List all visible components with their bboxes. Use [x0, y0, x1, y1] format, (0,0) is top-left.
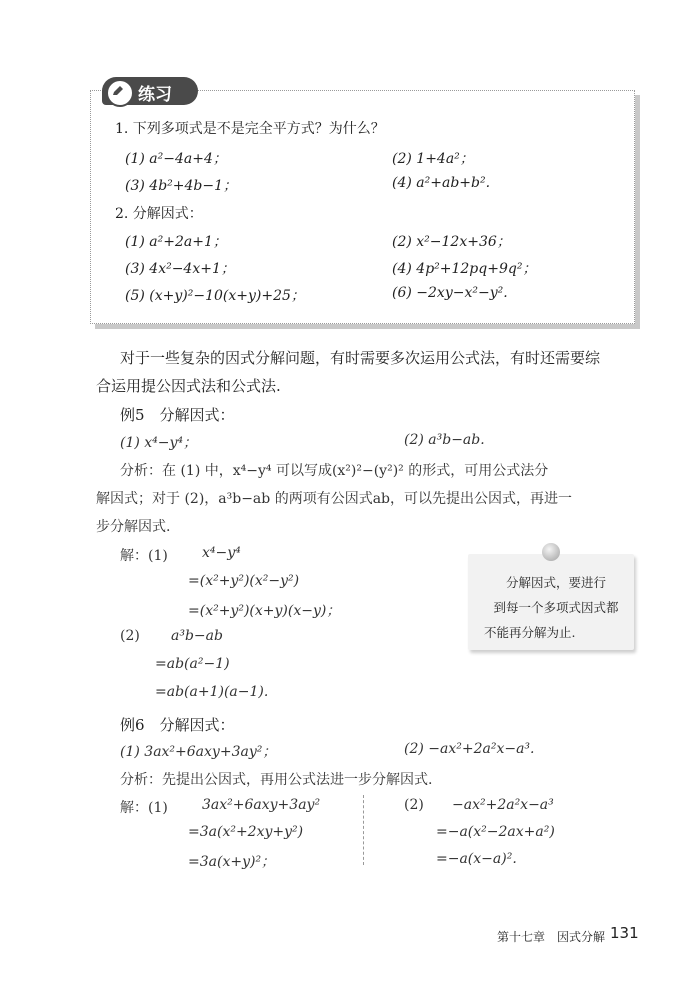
chapter-footer: 第十七章 因式分解	[497, 930, 606, 944]
example5-s2-label: (2)	[120, 628, 140, 644]
solution-divider	[363, 795, 364, 865]
example5-item-2: (2) a³b−ab.	[404, 432, 485, 448]
tip-note-line-2: 到每一个多项式因式都	[493, 600, 619, 615]
example6-left-line3: =3a(x+y)²；	[188, 854, 276, 870]
tip-note-line-3: 不能再分解为止.	[484, 625, 576, 640]
q1-item-4: (4) a²+ab+b².	[392, 175, 491, 191]
example5-s2-line2: =ab(a²−1)	[155, 656, 230, 672]
example6-left-line2: =3a(x²+2xy+y²)	[188, 824, 304, 840]
q1-item-2: (2) 1+4a²；	[392, 151, 474, 167]
example5-s2-line1: a³b−ab	[171, 628, 223, 644]
q2-item-1: (1) a²+2a+1；	[125, 234, 227, 250]
example5-analysis-1: 分析：在 (1) 中，x⁴−y⁴ 可以写成(x²)²−(y²)² 的形式，可用公式法分	[120, 463, 549, 479]
pin-icon	[542, 543, 560, 561]
example5-s1-line1: x⁴−y⁴	[202, 545, 241, 561]
example5-s1-line2: =(x²+y²)(x²−y²)	[188, 573, 300, 589]
q2-item-5: (5) (x+y)²−10(x+y)+25；	[125, 288, 305, 304]
example5-analysis-2: 解因式；对于 (2)，a³b−ab 的两项有公因式ab，可以先提出公因式，再进一	[96, 491, 572, 507]
example6-right-line2: =−a(x²−2ax+a²)	[436, 824, 555, 840]
example6-left-label: 解：(1)	[120, 800, 168, 816]
tip-note-line-1: 分解因式，要进行	[505, 575, 606, 590]
q2-item-4: (4) 4p²+12pq+9q²；	[392, 261, 537, 277]
example5-analysis-3: 步分解因式.	[96, 519, 171, 535]
q1-item-3: (3) 4b²+4b−1；	[125, 178, 237, 194]
example6-right-line1: −ax²+2a²x−a³	[452, 797, 554, 813]
q2-item-6: (6) −2xy−x²−y².	[392, 285, 508, 301]
example6-right-line3: =−a(x−a)².	[436, 851, 517, 867]
q2-item-2: (2) x²−12x+36；	[392, 234, 511, 250]
example5-heading: 例5 分解因式：	[120, 406, 235, 424]
q1-item-1: (1) a²−4a+4；	[125, 151, 227, 167]
example5-solution-label: 解：(1)	[120, 548, 168, 564]
example6-item-1: (1) 3ax²+6axy+3ay²；	[120, 744, 277, 760]
example5-item-1: (1) x⁴−y⁴；	[120, 435, 198, 451]
exercise-title: 练习	[138, 85, 172, 105]
example6-left-line1: 3ax²+6axy+3ay²	[202, 797, 321, 813]
example6-heading: 例6 分解因式：	[120, 716, 235, 734]
example5-s2-line3: =ab(a+1)(a−1).	[155, 684, 269, 700]
question-1: 1. 下列多项式是不是完全平方式？为什么？	[115, 121, 385, 137]
example6-item-2: (2) −ax²+2a²x−a³.	[404, 741, 535, 757]
example5-s1-line3: =(x²+y²)(x+y)(x−y)；	[188, 603, 341, 619]
example6-analysis: 分析：先提出公因式，再用公式法进一步分解因式.	[120, 772, 433, 788]
pencil-icon	[106, 79, 134, 107]
question-2: 2. 分解因式：	[115, 206, 203, 222]
page-number: 131	[610, 924, 639, 942]
q2-item-3: (3) 4x²−4x+1；	[125, 261, 235, 277]
paragraph-line-2: 合运用提公因式法和公式法.	[96, 377, 281, 395]
paragraph-line-1: 对于一些复杂的因式分解问题，有时需要多次运用公式法，有时还需要综	[120, 349, 601, 367]
example6-right-label: (2)	[404, 797, 424, 813]
